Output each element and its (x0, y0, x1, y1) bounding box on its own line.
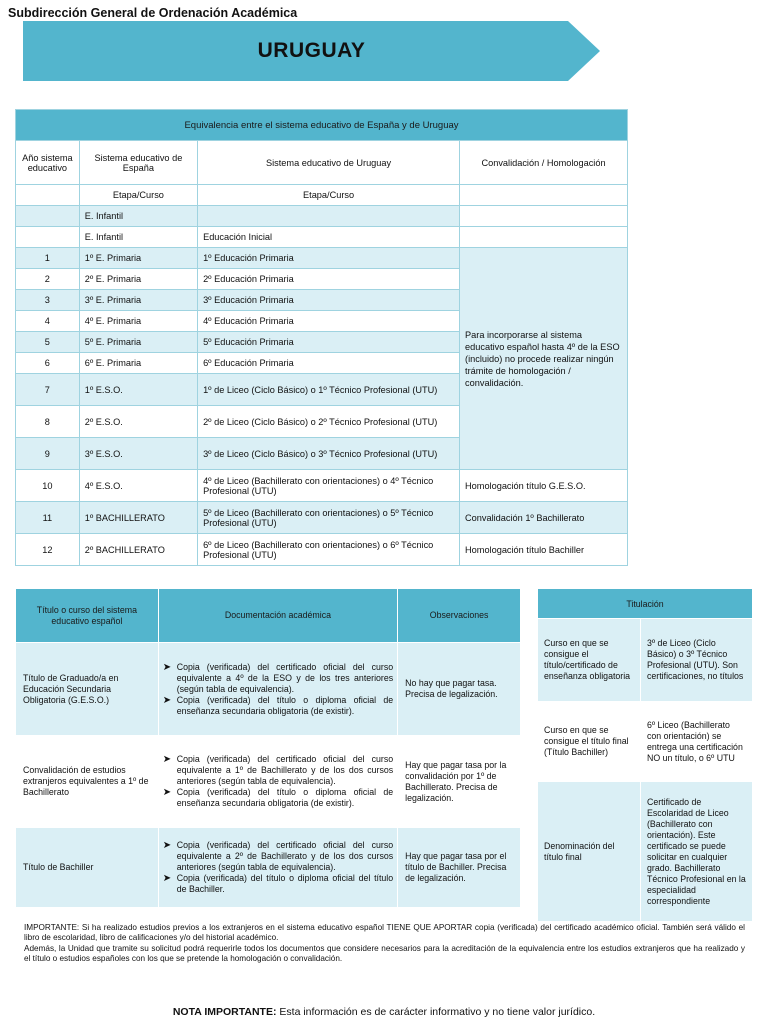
table-row (538, 702, 753, 782)
row-uruguay: 1º de Liceo (Ciclo Básico) o 1º Técnico Profesional (UTU) (198, 374, 460, 406)
col-header-uruguay: Sistema educativo de Uruguay (198, 141, 460, 185)
row-uruguay: 5º Educación Primaria (198, 332, 460, 353)
table-row (16, 643, 521, 736)
titulacion-header: Titulación (538, 589, 753, 619)
table-row (16, 534, 628, 566)
row-uruguay: 6º de Liceo (Bachillerato con orientaciones) o 6º Técnico Profesional (UTU) (198, 534, 460, 566)
row-spain: 2º BACHILLERATO (79, 534, 197, 566)
row-num: 1 (16, 248, 80, 269)
bullet-text: Copia (verificada) del título o diploma oficial de enseñanza secundaria obligatoria (de existir). (176, 787, 394, 808)
bullet-text: Copia (verificada) del certificado oficial del curso equivalente a 2º de Bachillerato y de los dos cursos anteriores (según tabla de equivalencia). (176, 840, 394, 872)
legal-disclaimer (0, 1006, 768, 1018)
docs-row-title: Título de Bachiller (16, 828, 159, 908)
country-title: URUGUAY (257, 39, 366, 62)
row-conv (460, 206, 628, 227)
etapa-conv-empty (460, 185, 628, 206)
important-paragraph-1: IMPORTANTE: Si ha realizado estudios previos a los extranjeros en el sistema educativo español TIENE QUE APORTAR copia (verificada) del certificado académico oficial. También será válido el libro de escolaridad, libro de calificaciones y/o del historial académico. (24, 923, 745, 943)
row-conv: Convalidación 1º Bachillerato (460, 502, 628, 534)
row-num: 7 (16, 374, 80, 406)
row-spain: 1º E. Primaria (79, 248, 197, 269)
titulacion-value: 6º Liceo (Bachillerato con orientación) se entrega una certificación NO un título, o 6º UTU (641, 702, 753, 782)
row-num: 4 (16, 311, 80, 332)
row-uruguay: 4º Educación Primaria (198, 311, 460, 332)
docs-row-doc (158, 736, 397, 828)
col-header-year: Año sistema educativo (16, 141, 80, 185)
row-num: 12 (16, 534, 80, 566)
row-num (16, 206, 80, 227)
disclaimer-label: NOTA IMPORTANTE: (172, 1006, 277, 1018)
arrow-bullet-icon: ➤ (162, 661, 172, 673)
row-uruguay: 4º de Liceo (Bachillerato con orientaciones) o 4º Técnico Profesional (UTU) (198, 470, 460, 502)
table-row (16, 828, 521, 908)
etapa-uruguay: Etapa/Curso (198, 185, 460, 206)
row-num (16, 227, 80, 248)
row-spain: 2º E. Primaria (79, 269, 197, 290)
row-num: 6 (16, 353, 80, 374)
arrow-bullet-icon: ➤ (162, 694, 172, 706)
row-spain: 1º E.S.O. (79, 374, 197, 406)
docs-row-title: Convalidación de estudios extranjeros equivalentes a 1º de Bachillerato (16, 736, 159, 828)
row-spain: E. Infantil (79, 227, 197, 248)
list-item (163, 662, 393, 695)
important-note (24, 923, 745, 964)
arrow-bullet-icon: ➤ (162, 873, 172, 884)
row-uruguay: 5º de Liceo (Bachillerato con orientaciones) o 5º Técnico Profesional (UTU) (198, 502, 460, 534)
table-row (16, 736, 521, 828)
table-row (16, 502, 628, 534)
bullet-text: Copia (verificada) del título o diploma oficial de enseñanza secundaria obligatoria (de existir). (176, 694, 394, 716)
row-num: 8 (16, 406, 80, 438)
titulacion-value: Certificado de Escolaridad de Liceo (Bachillerato con orientación). Este certificado se puede solicitar en cualquier grado. Bachillerato Técnico Profesional en la especialidad correspondiente (641, 782, 753, 922)
row-spain: 4º E. Primaria (79, 311, 197, 332)
row-uruguay: 6º Educación Primaria (198, 353, 460, 374)
col-header-conv: Convalidación / Homologación (460, 141, 628, 185)
row-conv: Homologación título Bachiller (460, 534, 628, 566)
row-num: 2 (16, 269, 80, 290)
row-num: 5 (16, 332, 80, 353)
col-header-spain: Sistema educativo de España (79, 141, 197, 185)
documentation-table (15, 588, 521, 908)
docs-row-doc (158, 643, 397, 736)
disclaimer-text: Esta información es de carácter informativo y no tiene valor jurídico. (276, 1006, 596, 1018)
titulacion-label: Denominación del título final (538, 782, 641, 922)
row-num: 9 (16, 438, 80, 470)
table-row (538, 782, 753, 922)
titulacion-value: 3º de Liceo (Ciclo Básico) o 3º Técnico Profesional (UTU). Son certificaciones, no títulos (641, 619, 753, 702)
row-uruguay: Educación Inicial (198, 227, 460, 248)
arrow-bullet-icon: ➤ (162, 754, 172, 765)
table-row (16, 206, 628, 227)
row-uruguay: 2º Educación Primaria (198, 269, 460, 290)
row-spain: 3º E. Primaria (79, 290, 197, 311)
bullet-text: Copia (verificada) del título o diploma oficial del título de Bachiller. (176, 873, 394, 894)
row-conv (460, 227, 628, 248)
row-num: 10 (16, 470, 80, 502)
docs-header-doc: Documentación académica (158, 589, 397, 643)
row-spain: E. Infantil (79, 206, 197, 227)
row-spain: 3º E.S.O. (79, 438, 197, 470)
row-uruguay: 2º de Liceo (Ciclo Básico) o 2º Técnico Profesional (UTU) (198, 406, 460, 438)
list-item (163, 840, 393, 873)
row-spain: 5º E. Primaria (79, 332, 197, 353)
row-spain: 4º E.S.O. (79, 470, 197, 502)
list-item (163, 695, 393, 717)
row-uruguay: 3º Educación Primaria (198, 290, 460, 311)
etapa-empty (16, 185, 80, 206)
row-spain: 1º BACHILLERATO (79, 502, 197, 534)
table-row (16, 470, 628, 502)
country-banner (23, 21, 600, 81)
docs-row-obs: No hay que pagar tasa. Precisa de legalización. (398, 643, 521, 736)
merged-conv-note: Para incorporarse al sistema educativo español hasta 4º de la ESO (incluido) no procede realizar ningún trámite de homologación / convalidación. (460, 248, 628, 470)
docs-row-obs: Hay que pagar tasa por el título de Bachiller. Precisa de legalización. (398, 828, 521, 908)
list-item (163, 873, 393, 895)
bullet-text: Copia (verificada) del certificado oficial del curso equivalente a 1º de Bachillerato y de los dos cursos anteriores (según tabla de equivalencia). (176, 754, 394, 786)
list-item (163, 787, 393, 809)
docs-row-doc (158, 828, 397, 908)
equivalence-table-title: Equivalencia entre el sistema educativo de España y de Uruguay (16, 110, 628, 141)
titulacion-label: Curso en que se consigue el título final (Título Bachiller) (538, 702, 641, 782)
row-uruguay (198, 206, 460, 227)
bullet-text: Copia (verificada) del certificado oficial del curso equivalente a 4º de la ESO y de los tres anteriores (según tabla de equivalencia). (176, 661, 394, 694)
row-spain: 2º E.S.O. (79, 406, 197, 438)
titulacion-label: Curso en que se consigue el título/certificado de enseñanza obligatoria (538, 619, 641, 702)
list-item (163, 754, 393, 787)
docs-header-obs: Observaciones (398, 589, 521, 643)
row-uruguay: 1º Educación Primaria (198, 248, 460, 269)
row-uruguay: 3º de Liceo (Ciclo Básico) o 3º Técnico Profesional (UTU) (198, 438, 460, 470)
arrow-bullet-icon: ➤ (162, 787, 172, 798)
docs-header-title: Título o curso del sistema educativo español (16, 589, 159, 643)
row-num: 11 (16, 502, 80, 534)
docs-row-title: Título de Graduado/a en Educación Secundaria Obligatoria (G.E.S.O.) (16, 643, 159, 736)
etapa-spain: Etapa/Curso (79, 185, 197, 206)
arrow-bullet-icon: ➤ (162, 840, 172, 851)
row-conv: Homologación título G.E.S.O. (460, 470, 628, 502)
equivalence-table (15, 109, 628, 566)
docs-row-obs: Hay que pagar tasa por la convalidación por 1º de Bachillerato. Precisa de legalización. (398, 736, 521, 828)
titulacion-table (537, 588, 753, 922)
important-paragraph-2: Además, la Unidad que tramite su solicitud podrá requerirle todos los documentos que considere necesarios para la acreditación de la equivalencia entre los estudios extranjeros que ha realizado y el título o estudios españoles con los que se pretende la homologación o convalidación. (24, 943, 745, 963)
table-row (538, 619, 753, 702)
row-num: 3 (16, 290, 80, 311)
page-header-title: Subdirección General de Ordenación Académica (8, 6, 298, 20)
table-row (16, 227, 628, 248)
table-row (16, 248, 628, 269)
row-spain: 6º E. Primaria (79, 353, 197, 374)
